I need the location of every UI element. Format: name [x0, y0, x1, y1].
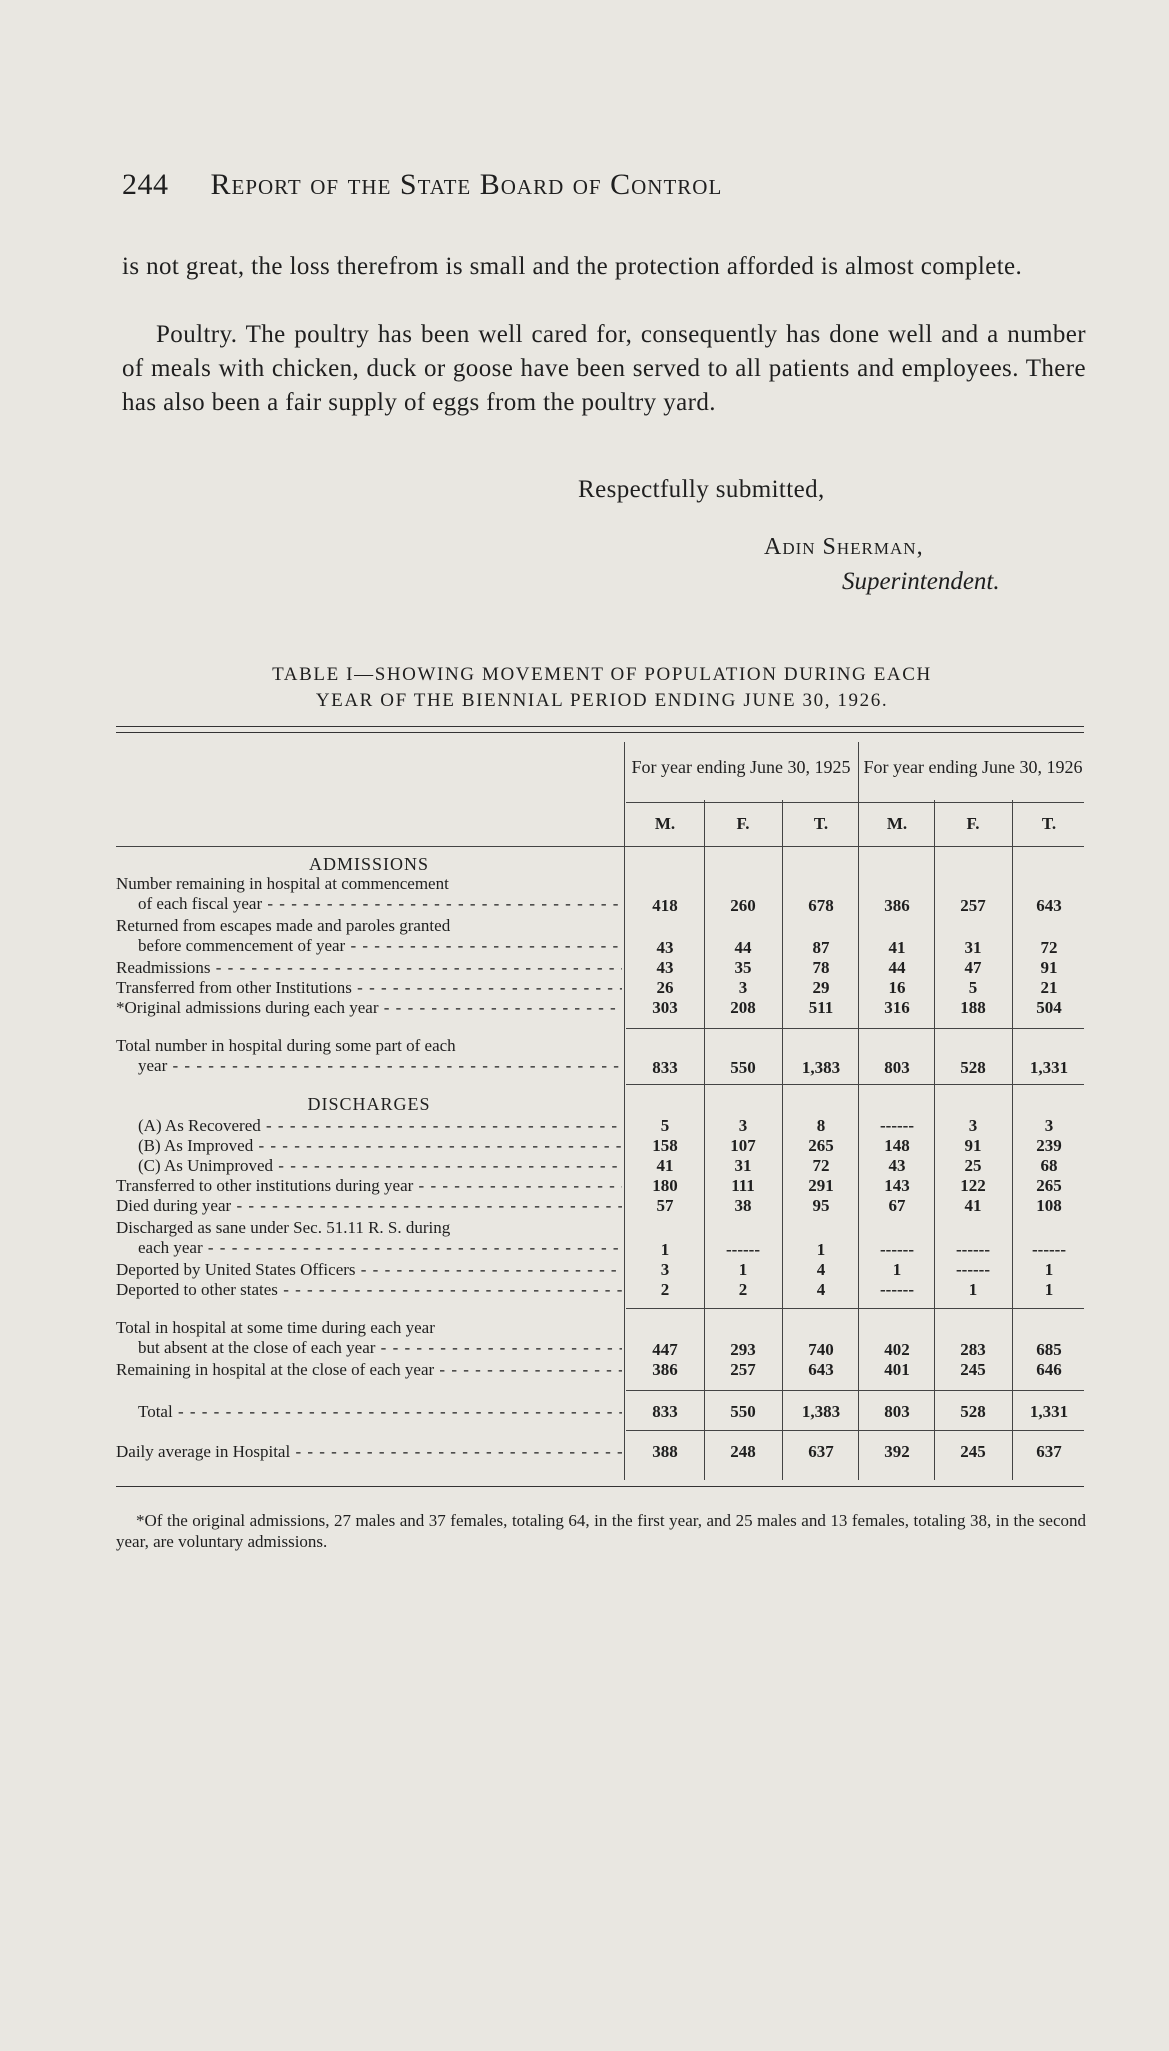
table-cell: 283 [960, 1340, 986, 1359]
group-header-1925: For year ending June 30, 1925 [631, 757, 851, 777]
table-cell: 31 [964, 938, 982, 957]
table-cell: 1,383 [801, 1402, 841, 1421]
table-cell: 643 [1036, 896, 1062, 915]
stub-divider [624, 742, 625, 1480]
row-label: Remaining in hospital at the close of each year - - - [116, 1360, 622, 1380]
table-title-line-1: TABLE I—SHOWING MOVEMENT OF POPULATION DURING EACH [272, 664, 932, 685]
row-label: Daily average in Hospital - - - [116, 1442, 622, 1462]
table-cell: 1 [892, 1260, 902, 1279]
row-label: Died during year - - - [116, 1196, 622, 1216]
table-cell: 1 [816, 1240, 826, 1259]
table-cell: ------ [880, 1240, 914, 1259]
table-cell: 265 [808, 1136, 834, 1155]
table-cell: 57 [656, 1196, 674, 1215]
table-cell: 1,383 [801, 1058, 841, 1077]
subtotal-rule [626, 1084, 1084, 1085]
table-cell: 1,331 [1029, 1058, 1069, 1077]
table-top-rule-2 [116, 732, 1084, 733]
table-top-rule [116, 726, 1084, 727]
row-label: Readmissions - - - [116, 958, 622, 978]
table-cell: 316 [884, 998, 910, 1017]
table-cell: 402 [884, 1340, 910, 1359]
row-label: Transferred to other institutions during year - - - [116, 1176, 622, 1196]
table-bottom-rule [116, 1486, 1084, 1487]
row-label: (C) As Unimproved - - - [116, 1156, 622, 1176]
column-header-m-1926: M. [886, 814, 908, 833]
row-label: *Original admissions during each year - - - [116, 998, 622, 1018]
table-cell: 1 [1044, 1260, 1054, 1279]
table-cell: 43 [656, 958, 674, 977]
table-cell: 1 [968, 1280, 978, 1299]
footnote: *Of the original admissions, 27 males and 37 females, totaling 64, in the first year, and 25 males and 13 females, totaling 38, in the second year, are voluntary admissions. [116, 1511, 1086, 1551]
table-cell: 511 [808, 998, 834, 1017]
row-label: Deported to other states - - - [116, 1280, 622, 1300]
table-cell: 291 [808, 1176, 834, 1195]
table-cell: 26 [656, 978, 674, 997]
page-header [122, 168, 1072, 202]
table-cell: 31 [734, 1156, 752, 1175]
table-cell: 1,331 [1029, 1402, 1069, 1421]
table-cell: 550 [730, 1402, 756, 1421]
table-cell: 637 [808, 1442, 834, 1461]
table-cell: 72 [812, 1156, 830, 1175]
table-cell: ------ [956, 1260, 990, 1279]
table-cell: 257 [960, 896, 986, 915]
table-cell: 43 [656, 938, 674, 957]
table-cell: 1 [1044, 1280, 1054, 1299]
table-cell: 143 [884, 1176, 910, 1195]
table-cell: 111 [731, 1176, 755, 1195]
table-cell: 260 [730, 896, 756, 915]
table-title-line-2: YEAR OF THE BIENNIAL PERIOD ENDING JUNE 30, 1926. [315, 690, 889, 711]
table-cell: 833 [652, 1058, 678, 1077]
table-cell: 643 [808, 1360, 834, 1379]
paragraph-continuation: is not great, the loss therefrom is small and the protection afforded is almost complete. [122, 253, 1023, 280]
table-cell: 1 [660, 1240, 670, 1259]
table-cell: 803 [884, 1058, 910, 1077]
subtotal-rule [626, 1430, 1084, 1431]
table-cell: 528 [960, 1058, 986, 1077]
table-cell: 43 [888, 1156, 906, 1175]
table-cell: ------ [956, 1240, 990, 1259]
closing-line: Respectfully submitted, [578, 476, 825, 503]
row-label: Returned from escapes made and paroles granted before commencement of year - - - [116, 916, 622, 956]
table-cell: 678 [808, 896, 834, 915]
table-cell: 41 [656, 1156, 674, 1175]
table-cell: ------ [726, 1240, 760, 1259]
table-cell: 3 [738, 1116, 748, 1135]
table-cell: 685 [1036, 1340, 1062, 1359]
group-header-1926: For year ending June 30, 1926 [863, 757, 1083, 777]
table-cell: 67 [888, 1196, 906, 1215]
column-divider [782, 800, 783, 1480]
table-cell: 646 [1036, 1360, 1062, 1379]
year-divider [858, 742, 859, 1480]
table-cell: 447 [652, 1340, 678, 1359]
table-cell: 5 [968, 978, 978, 997]
table-cell: 504 [1036, 998, 1062, 1017]
table-cell: 1 [738, 1260, 748, 1279]
table-cell: 188 [960, 998, 986, 1017]
table-cell: 637 [1036, 1442, 1062, 1461]
table-cell: 8 [816, 1116, 826, 1135]
table-cell: 41 [888, 938, 906, 957]
table-cell: 401 [884, 1360, 910, 1379]
table-cell: 528 [960, 1402, 986, 1421]
table-cell: 122 [960, 1176, 986, 1195]
signer-name: Adin Sherman, [764, 534, 924, 560]
table-cell: 41 [964, 1196, 982, 1215]
table-cell: 803 [884, 1402, 910, 1421]
table-cell: 3 [1044, 1116, 1054, 1135]
table-cell: 44 [888, 958, 906, 977]
column-header-m-1925: M. [654, 814, 676, 833]
column-header-f-1925: F. [736, 814, 750, 833]
table-cell: 239 [1036, 1136, 1062, 1155]
table-cell: 833 [652, 1402, 678, 1421]
table-cell: 388 [652, 1442, 678, 1461]
table-cell: 392 [884, 1442, 910, 1461]
table-cell: 44 [734, 938, 752, 957]
table-cell: 245 [960, 1442, 986, 1461]
table-cell: 3 [738, 978, 748, 997]
table-cell: 245 [960, 1360, 986, 1379]
table-cell: 78 [812, 958, 830, 977]
table-cell: 208 [730, 998, 756, 1017]
column-header-t-1925: T. [813, 814, 829, 833]
table-cell: 16 [888, 978, 906, 997]
table-cell: 293 [730, 1340, 756, 1359]
column-divider [704, 800, 705, 1480]
paragraph-poultry: Poultry. The poultry has been well cared for, consequently has done well and a number of meals with chicken, duck or goose have been served to all patients and employees. There has also been a fair supply of eggs from the poultry yard. [122, 321, 1086, 416]
table-cell: 91 [964, 1136, 982, 1155]
section-discharges: DISCHARGES [307, 1094, 431, 1114]
table-cell: 418 [652, 896, 678, 915]
table-cell: 550 [730, 1058, 756, 1077]
subtotal-rule [626, 1308, 1084, 1309]
header-rule [626, 802, 1084, 803]
row-label: Deported by United States Officers - - - [116, 1260, 622, 1280]
table-cell: 91 [1040, 958, 1058, 977]
header-bottom-rule [116, 846, 1084, 847]
row-label: Number remaining in hospital at commencement of each fiscal year - - - [116, 874, 622, 914]
table-cell: 2 [660, 1280, 670, 1299]
row-label: Total in hospital at some time during each year but absent at the close of each year - - - [116, 1318, 622, 1358]
table-cell: 38 [734, 1196, 752, 1215]
table-cell: 3 [660, 1260, 670, 1279]
table-cell: ------ [880, 1280, 914, 1299]
table-cell: 47 [964, 958, 982, 977]
table-cell: 2 [738, 1280, 748, 1299]
signer-title: Superintendent. [842, 568, 1000, 595]
table-cell: 180 [652, 1176, 678, 1195]
table-cell: 265 [1036, 1176, 1062, 1195]
table-cell: 158 [652, 1136, 678, 1155]
table-cell: 95 [812, 1196, 830, 1215]
table-cell: ------ [880, 1116, 914, 1135]
column-divider [934, 800, 935, 1480]
table-cell: 68 [1040, 1156, 1058, 1175]
table-cell: 29 [812, 978, 830, 997]
table-cell: 4 [816, 1280, 826, 1299]
table-cell: 386 [884, 896, 910, 915]
page-number: 244 [122, 168, 169, 201]
row-label: Transferred from other Institutions - - - [116, 978, 622, 998]
table-cell: 72 [1040, 938, 1058, 957]
row-label: (A) As Recovered - - - [116, 1116, 622, 1136]
table-cell: ------ [1032, 1240, 1066, 1259]
running-head: Report of the State Board of Control [210, 168, 723, 201]
row-label: Total number in hospital during some part of each year - - - [116, 1036, 622, 1076]
section-admissions: ADMISSIONS [308, 854, 430, 874]
table-cell: 386 [652, 1360, 678, 1379]
table-cell: 87 [812, 938, 830, 957]
table-cell: 248 [730, 1442, 756, 1461]
table-cell: 35 [734, 958, 752, 977]
table-cell: 148 [884, 1136, 910, 1155]
table-cell: 3 [968, 1116, 978, 1135]
table-cell: 5 [660, 1116, 670, 1135]
table-cell: 740 [808, 1340, 834, 1359]
table-cell: 303 [652, 998, 678, 1017]
row-label: Discharged as sane under Sec. 51.11 R. S. during each year - - - [116, 1218, 622, 1258]
table-cell: 25 [964, 1156, 982, 1175]
table-cell: 4 [816, 1260, 826, 1279]
row-label: Total - - - [116, 1402, 622, 1422]
table-cell: 21 [1040, 978, 1058, 997]
subtotal-rule [626, 1390, 1084, 1391]
row-label: (B) As Improved - - - [116, 1136, 622, 1156]
subtotal-rule [626, 1028, 1084, 1029]
table-cell: 107 [730, 1136, 756, 1155]
table-cell: 257 [730, 1360, 756, 1379]
column-header-f-1926: F. [966, 814, 980, 833]
column-header-t-1926: T. [1041, 814, 1057, 833]
table-cell: 108 [1036, 1196, 1062, 1215]
